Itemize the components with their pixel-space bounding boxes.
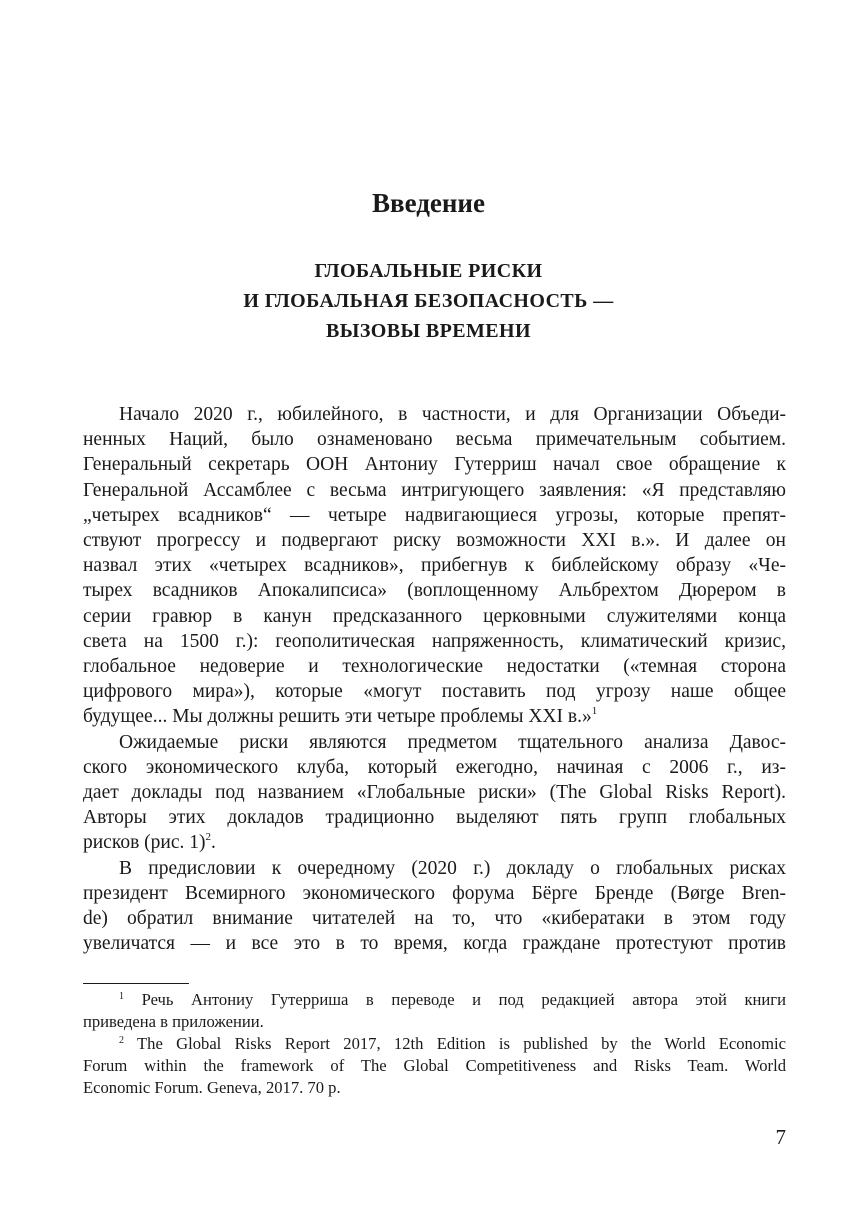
text-line — [83, 830, 786, 855]
text-line: серии гравюр в канун предсказанного церковными служителями конца — [83, 605, 786, 627]
text-line: В предисловии к очередному (2020 г.) докладу о глобальных рисках — [119, 857, 786, 879]
text-line: назвал этих «четырех всадников», прибегнув к библейскому образу «Че- — [83, 555, 786, 577]
text-line: Генеральный секретарь ООН Антониу Гутерриш начал свое обращение к — [83, 454, 786, 476]
footnote-line — [83, 989, 786, 1011]
text-line: глобальное недоверие и технологические недостатки («темная сторона — [83, 656, 786, 678]
text-line: увеличатся — и все это в то время, когда граждане протестуют против — [83, 933, 786, 955]
text-line: цифрового мира»), которые «могут поставить под угрозу наше общее — [83, 681, 786, 703]
footnote-number: 1 — [119, 991, 124, 1002]
paragraph-2 — [83, 730, 786, 856]
body-text — [83, 402, 786, 956]
text-line: света на 1500 г.): геополитическая напряженность, климатический кризис, — [83, 630, 786, 652]
text-line: de) обратил внимание читателей на то, что «кибератаки в этом году — [83, 908, 786, 930]
text-line: президент Всемирного экономического форума Бёрге Бренде (Børge Bren- — [83, 882, 786, 904]
footnote-line: Economic Forum. Geneva, 2017. 70 p. — [83, 1078, 341, 1097]
text-line: ствуют прогрессу и подвергают риску возможности XXI в.». И далее он — [83, 530, 786, 552]
footnote-number: 2 — [119, 1035, 124, 1046]
text-line: ского экономического клуба, который ежегодно, начиная с 2006 г., из- — [83, 756, 786, 778]
footnote-1 — [83, 989, 786, 1033]
footnote-2 — [83, 1033, 786, 1099]
footnote-line: Forum within the framework of The Global Competitiveness and Risks Team. World — [83, 1056, 786, 1075]
section-title-line: ГЛОБАЛЬНЫЕ РИСКИ — [314, 260, 543, 282]
text-line — [83, 704, 786, 729]
text-line-content: рисков (рис. 1) — [83, 832, 206, 854]
paragraph-3 — [83, 856, 786, 957]
text-line-content: будущее... Мы должны решить эти четыре проблемы XXI в.» — [83, 706, 592, 728]
text-line: Авторы этих докладов традиционно выделяют пять групп глобальных — [83, 807, 786, 829]
text-line: Ожидаемые риски являются предметом тщательного анализа Давос- — [119, 731, 786, 753]
footnote-divider — [83, 983, 189, 984]
sentence-end: . — [210, 832, 216, 854]
text-line: ненных Наций, было ознаменовано весьма примечательным событием. — [83, 429, 786, 451]
text-line: тырех всадников Апокалипсиса» (воплощенному Альбрехтом Дюрером в — [83, 580, 786, 602]
footnote-ref-1[interactable]: 1 — [591, 705, 598, 718]
section-title — [0, 256, 857, 346]
footnotes — [83, 989, 786, 1099]
text-line: Генеральной Ассамблее с весьма интригующего заявления: «Я представляю — [83, 479, 786, 501]
section-title-line: ВЫЗОВЫ ВРЕМЕНИ — [326, 320, 531, 342]
text-line: „четырех всадников“ — четыре надвигающиеся угрозы, которые препят- — [83, 504, 786, 526]
footnote-text: The Global Risks Report 2017, 12th Edition is published by the World Economic — [137, 1034, 786, 1053]
chapter-title: Введение — [372, 188, 485, 218]
footnote-ref-2[interactable]: 2 — [205, 831, 211, 844]
footnote-text: Речь Антониу Гутерриша в переводе и под редакцией автора этой книги — [141, 990, 786, 1009]
footnote-line — [83, 1033, 786, 1055]
text-line: Начало 2020 г., юбилейного, в частности, и для Организации Объеди- — [119, 404, 786, 425]
page-number: 7 — [775, 1125, 786, 1149]
text-line: дает доклады под названием «Глобальные риски» (The Global Risks Report). — [83, 782, 786, 804]
section-title-line: И ГЛОБАЛЬНАЯ БЕЗОПАСНОСТЬ — — [243, 290, 614, 312]
paragraph-1 — [83, 402, 786, 730]
footnote-line: приведена в приложении. — [83, 1012, 264, 1031]
